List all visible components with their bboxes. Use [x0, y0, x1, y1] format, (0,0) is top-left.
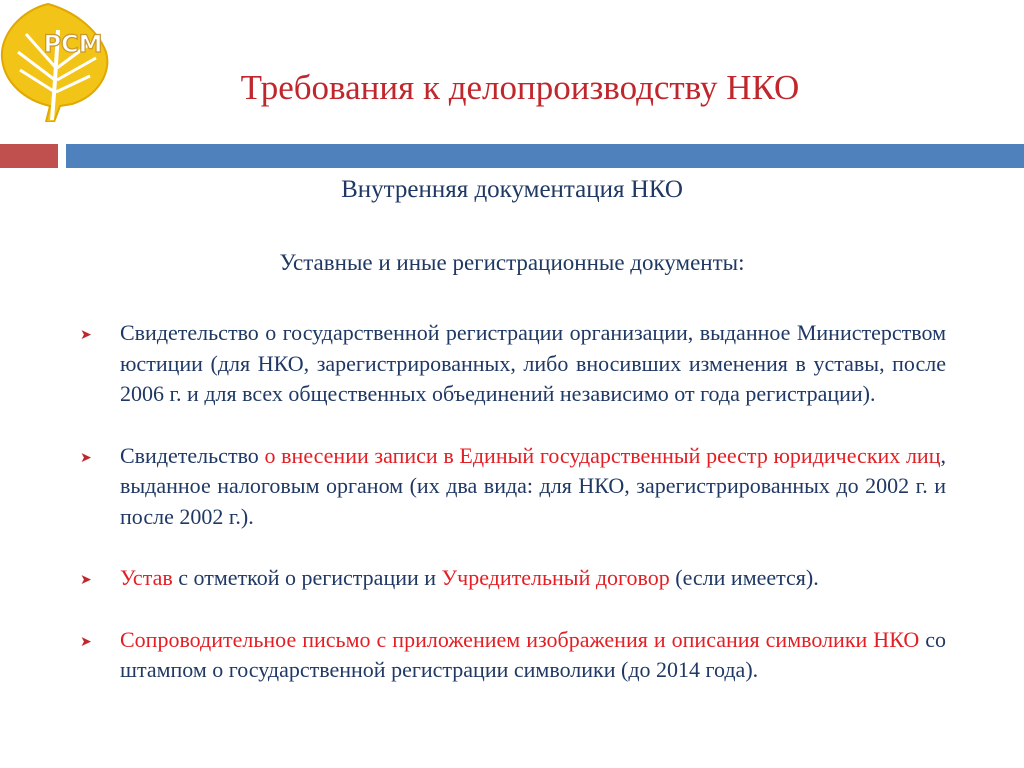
highlighted-text: Учредительный договор	[441, 565, 670, 590]
list-item: ➤ Устав с отметкой о регистрации и Учредительный договор (если имеется).	[80, 563, 946, 594]
header-bar-accent	[0, 144, 58, 168]
chevron-right-icon: ➤	[80, 573, 92, 588]
highlighted-text: о внесении записи в Единый государственный реестр юридических лиц	[264, 442, 941, 468]
chevron-right-icon: ➤	[80, 450, 92, 466]
document-list	[80, 318, 946, 686]
highlighted-text: Устав	[120, 565, 173, 590]
page-title: Требования к делопроизводству НКО	[240, 68, 800, 107]
chevron-right-icon: ➤	[80, 634, 92, 650]
list-item: ➤ Сопроводительное письмо с приложением изображения и описания символики НКО со штампом о государственной регистрации символики (до 2014 года).	[80, 626, 947, 682]
section-heading: Уставные и иные регистрационные документы:	[279, 250, 745, 275]
logo-text: РСМ	[43, 30, 103, 58]
highlighted-text: Сопроводительное письмо с приложением изображения и описания символики НКО	[120, 626, 920, 652]
list-item: ➤ Свидетельство о государственной регистрации организации, выданное Министерством юстиции (для НКО, зарегистрированных, либо вносивших изменения в уставы, после 2006 г. и для всех общественных объединений независимо от года регистрации).	[80, 320, 946, 406]
list-item: ➤ Свидетельство о внесении записи в Единый государственный реестр юридических лиц, выданное налоговым органом (их два вида: для НКО, зарегистрированных до 2002 г. и после 2002 г.).	[80, 442, 946, 529]
rsm-logo	[0, 0, 118, 122]
chevron-right-icon: ➤	[80, 328, 92, 343]
header-bar	[66, 144, 1024, 168]
slide-subtitle: Внутренняя документация НКО	[341, 176, 683, 203]
